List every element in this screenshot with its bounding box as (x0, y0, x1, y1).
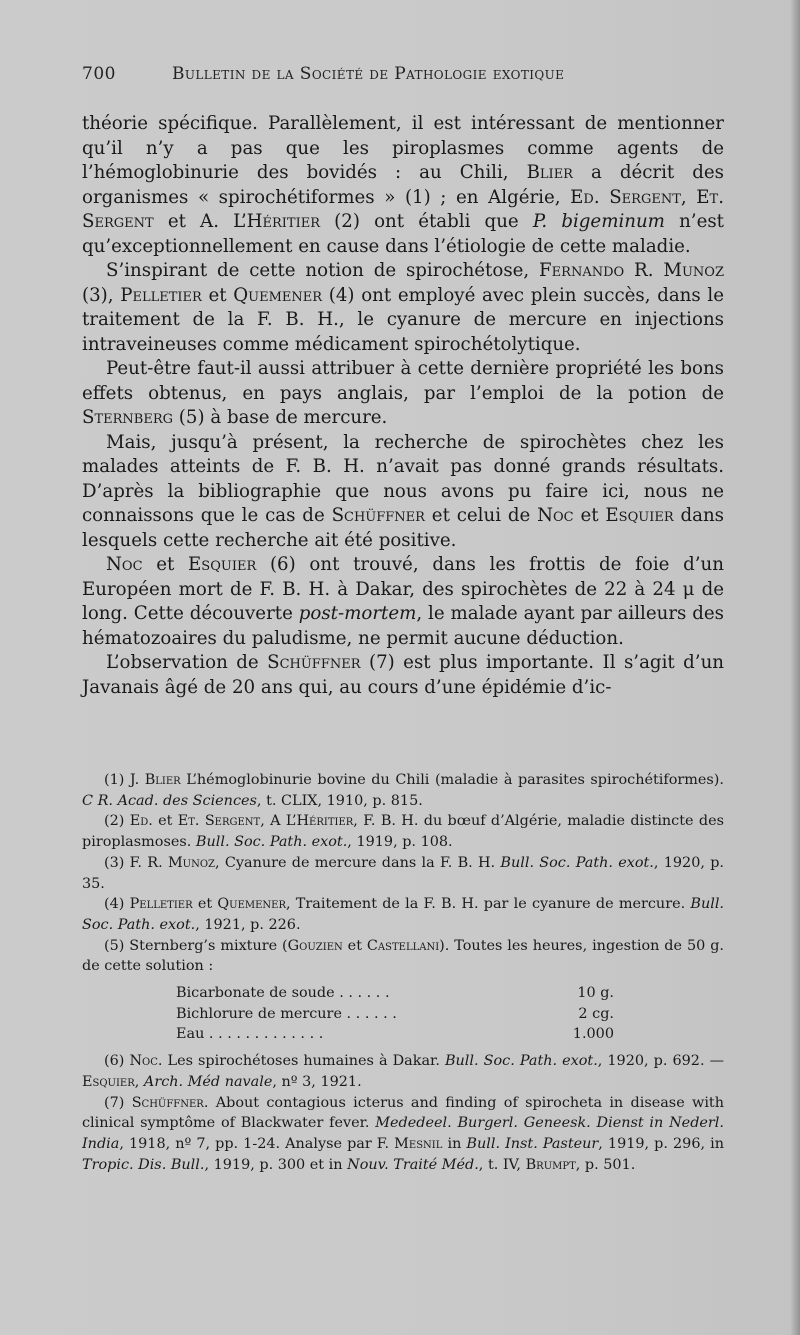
author-name: Fernando R. Munoz (539, 260, 724, 281)
text-run: n’est qu’exceptionnellement en cause dans l’étiologie de cette maladie. (82, 211, 724, 257)
text-run: ). Toutes les heures, ingestion de 50 g. de cette solution : (82, 937, 724, 975)
journal-title: C R. Acad. des Sciences (82, 792, 257, 809)
page-number: 700 (82, 64, 116, 84)
text-run: et (573, 505, 606, 526)
text-run: et A. (153, 211, 234, 232)
footnote-1 (82, 770, 724, 811)
text-run: , A (260, 813, 286, 830)
author-name: Noc (106, 554, 143, 575)
recipe-quantity: 2 cg. (578, 1005, 614, 1022)
text-run: (6) (104, 1053, 130, 1070)
text-run: théorie spécifique. Parallèlement, il est intéressant de mentionner qu’il n’y a pas que les piroplasmes comme agents de l’hémoglobinurie des bovidés : au Chili, (82, 113, 724, 183)
text-run: (3), (82, 284, 121, 306)
text-run: , 1920, p. 692. — (597, 1053, 724, 1070)
author-name: Mesnil (394, 1135, 443, 1152)
running-title: Bulletin de la Société de Pathologie exotique (172, 64, 565, 84)
text-run: (7) est plus importante. Il s’agit d’un Javanais âgé de 20 ans qui, au cours d’une épidémie d’ic- (82, 652, 724, 698)
text-run: , (134, 1073, 144, 1090)
recipe-ingredient: Bicarbonate de soude . . . . . . (176, 985, 390, 1002)
paragraph-1 (82, 112, 724, 259)
main-text (82, 112, 724, 700)
text-run: , le malade ayant par ailleurs des hématozoaires du paludisme, ne permit aucune déduction. (82, 603, 724, 649)
text-run: , t. IV, (478, 1156, 526, 1173)
author-name: Quemener (233, 284, 323, 306)
text-run: (6) ont trouvé, dans les frottis de foie d’un Européen mort de F. B. H. à Dakar, des spirochètes de 22 à 24 μ de long. Cette découverte (82, 554, 724, 624)
recipe-row (82, 983, 724, 1004)
text-run: et (192, 896, 218, 913)
text-run: (5) à base de mercure. (173, 407, 388, 428)
text-run: (4) ont employé avec plein succès, dans le traitement de la F. B. H., le cyanure de mercure en injections intraveineuses comme médicament spirochétolytique. (82, 284, 724, 355)
text-run: et (201, 284, 234, 306)
author-name: Esquier (188, 554, 257, 575)
footnote-7 (82, 1093, 724, 1176)
paragraph-3 (82, 357, 724, 431)
text-run: , t. CLIX, 1910, p. 815. (256, 792, 423, 809)
text-run: et (342, 937, 367, 954)
journal-title: Bull. Soc. Path. exot. (500, 854, 654, 871)
text-run: , 1920, p. 35. (82, 854, 724, 892)
recipe-row (82, 1024, 724, 1045)
text-run: , p. 501. (575, 1156, 636, 1173)
text-run: (5) Sternberg’s mixture ( (104, 937, 288, 954)
text-run: (2) ont établi que (320, 211, 533, 232)
author-name: L’Héritier (233, 211, 320, 232)
author-name: L’Héritier (285, 813, 354, 830)
footnotes (82, 770, 724, 1175)
author-name: Gouzien (287, 937, 343, 954)
author-name: Pelletier (120, 284, 202, 306)
author-name: Pelletier (129, 896, 193, 913)
journal-title: Bull. Soc. Path. exot. (82, 896, 724, 933)
author-name: Ed. (129, 813, 153, 830)
author-name: Quemener (217, 896, 287, 913)
author-name: Castellani (366, 937, 440, 954)
journal-title: Nouv. Traité Méd. (347, 1156, 479, 1173)
text-run: (1) J. (104, 772, 145, 788)
text-run: et (142, 554, 189, 575)
recipe-quantity: 1.000 (572, 1026, 614, 1043)
recipe-quantity: 10 g. (577, 985, 614, 1002)
journal-title: Mededeel. Burgerl. Geneesk. Dienst in Nederl. India (82, 1115, 724, 1152)
text-run: dans lesquels cette recherche ait été positive. (82, 505, 724, 551)
text-run: Peut-être faut-il aussi attribuer à cette dernière propriété les bons effets obtenus, en pays anglais, par l’emploi de la potion de (82, 358, 724, 404)
text-run: Mais, jusqu’à présent, la recherche de spirochètes chez les malades atteints de F. B. H. n’avait pas donné grands résultats. D’après la bibliographie que nous avons pu faire ici, nous ne connaissons que le cas de (82, 431, 724, 526)
text-run: (7) (104, 1094, 132, 1111)
journal-title: Bull. Soc. Path. exot. (444, 1053, 598, 1070)
journal-title: Arch. Méd navale (143, 1073, 273, 1090)
author-name: Noc (537, 505, 574, 526)
text-run: , 1918, nº 7, pp. 1-24. Analyse par F. (119, 1135, 395, 1152)
text-run: (4) (104, 896, 130, 913)
recipe-ingredient: Eau . . . . . . . . . . . . . (176, 1026, 324, 1043)
recipe-table (82, 983, 724, 1045)
text-run: S’inspirant de cette notion de spirochétose, (106, 260, 540, 281)
paragraph-2 (82, 259, 724, 357)
author-name: Esquier (82, 1073, 135, 1090)
text-run: , Cyanure de mercure dans la F. B. H. (215, 854, 501, 871)
journal-title: Bull. Soc. Path. exot. (195, 834, 348, 851)
text-run: , 1921, p. 226. (195, 916, 301, 933)
text-run: L’hémoglobinurie bovine du Chili (maladie à parasites spirochétiformes). (180, 772, 724, 788)
journal-title: Tropic. Dis. Bull. (82, 1156, 205, 1173)
text-run: , 1919, p. 300 et in (204, 1156, 348, 1173)
author-name: Esquier (605, 505, 674, 526)
footnote-2 (82, 811, 724, 852)
paragraph-4 (82, 431, 724, 554)
text-run: et celui de (424, 505, 538, 526)
text-run: , F. B. H. du bœuf d’Algérie, maladie distincte des piroplasmoses. (82, 813, 724, 851)
page-header (82, 64, 742, 84)
text-run: (2) (104, 813, 130, 830)
author-name: Schüffner (331, 505, 425, 526)
text-run: et (152, 813, 178, 830)
text-run: , nº 3, 1921. (272, 1073, 362, 1090)
text-run: (3) F. R. (104, 854, 168, 871)
footnote-6 (82, 1051, 724, 1092)
species-name: P. bigeminum (532, 211, 665, 232)
author-name: Ed. Sergent, Et. Sergent (82, 186, 724, 232)
author-name: Munoz (167, 854, 215, 871)
author-name: Blier (526, 162, 573, 183)
text-run: a décrit des organismes « spirochétiformes » (1) ; en Algérie, (82, 162, 724, 208)
author-name: Et. Sergent (177, 813, 261, 830)
author-name: Blier (144, 772, 181, 788)
recipe-ingredient: Bichlorure de mercure . . . . . . (176, 1005, 397, 1022)
paragraph-6 (82, 651, 724, 700)
text-run: . About contagious icterus and finding of spirocheta in disease with clinical symptôme of Blackwater fever. (82, 1094, 724, 1132)
author-name: Schüffner (267, 652, 361, 673)
paragraph-5 (82, 553, 724, 651)
footnote-3 (82, 853, 724, 894)
italic-term: post-mortem (298, 603, 417, 624)
author-name: Brumpt (525, 1156, 576, 1173)
text-run: L’observation de (106, 652, 268, 673)
journal-title: Bull. Inst. Pasteur (466, 1135, 599, 1152)
footnote-5 (82, 936, 724, 977)
text-run: , 1919, p. 296, in (598, 1135, 724, 1152)
text-run: , Traitement de la F. B. H. par le cyanure de mercure. (286, 896, 691, 913)
author-name: Sternberg (82, 407, 173, 428)
author-name: Noc (129, 1053, 158, 1070)
recipe-row (82, 1004, 724, 1025)
text-run: in (442, 1135, 467, 1152)
text-run: . Les spirochétoses humaines à Dakar. (157, 1053, 445, 1070)
author-name: Schüffner (131, 1094, 204, 1111)
text-run: , 1919, p. 108. (347, 834, 453, 851)
footnote-4 (82, 894, 724, 935)
